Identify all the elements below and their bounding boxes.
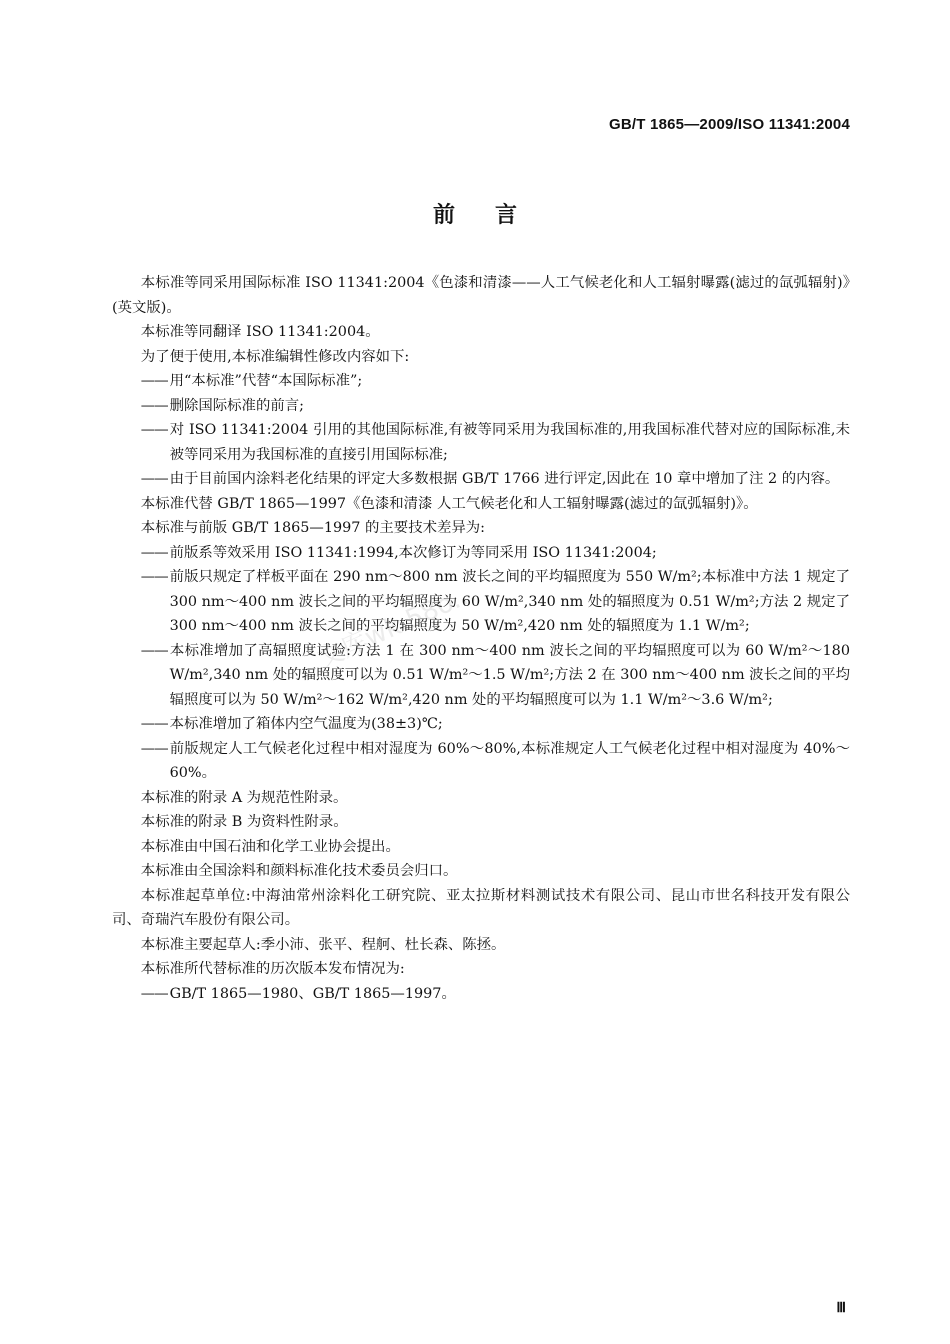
- paragraph: 本标准所代替标准的历次版本发布情况为:: [140, 961, 405, 977]
- dash-list-item: [112, 394, 850, 419]
- paragraph: 本标准代替 GB/T 1865—1997《色漆和清漆 人工气候老化和人工辐射曝露(滤过的氙弧辐射)》。: [140, 495, 758, 512]
- paragraph: 为了便于使用,本标准编辑性修改内容如下:: [140, 348, 410, 365]
- dash-marker: ——: [140, 740, 168, 757]
- dash-marker: ——: [140, 716, 168, 732]
- dash-marker: ——: [140, 373, 168, 389]
- dash-item-text: 本标准增加了箱体内空气温度为(38±3)℃;: [169, 716, 443, 732]
- dash-list-item: [112, 467, 850, 492]
- watermark: 文库wk.58o...: [312, 577, 481, 675]
- dash-item-text: 前版只规定了样板平面在 290 nm～800 nm 波长之间的平均辐照度为 550 W/m²;本标准中方法 1 规定了 300 nm～400 nm 波长之间的平均辐照度为 60 W/m²,340 nm 处的辐照度为 0.51 W/m²;方法 2 规定了 300 nm～400 nm 波长之间的平均辐照度为 50 W/m²,420 nm 处的辐照度为 1.1 W/m²;: [169, 569, 850, 634]
- paragraph: 本标准等同采用国际标准 ISO 11341:2004《色漆和清漆——人工气候老化和人工辐射曝露(滤过的氙弧辐射)》(英文版)。: [112, 275, 850, 316]
- page-title: 前言: [432, 203, 557, 228]
- standard-code-header: GB/T 1865—2009/ISO 11341:2004: [609, 116, 850, 133]
- dash-list-item: [112, 541, 850, 566]
- dash-marker: ——: [140, 471, 168, 487]
- page-number: Ⅲ: [836, 1301, 846, 1316]
- dash-list-item: [112, 737, 850, 786]
- dash-item-text: 前版规定人工气候老化过程中相对湿度为 60%～80%,本标准规定人工气候老化过程中相对湿度为 40%～60%。: [169, 740, 850, 781]
- dash-marker: ——: [140, 544, 168, 561]
- dash-list-item: [112, 565, 850, 639]
- dash-item-text: GB/T 1865—1980、GB/T 1865—1997。: [169, 985, 456, 1002]
- dash-marker: ——: [140, 642, 168, 659]
- dash-item-text: 前版系等效采用 ISO 11341:1994,本次修订为等同采用 ISO 11341:2004;: [169, 544, 657, 561]
- paragraph: 本标准等同翻译 ISO 11341:2004。: [140, 324, 380, 340]
- paragraph: 本标准主要起草人:季小沛、张平、程舸、杜长森、陈拯。: [140, 936, 506, 953]
- paragraph: 本标准起草单位:中海油常州涂料化工研究院、亚太拉斯材料测试技术有限公司、昆山市世名科技开发有限公司、奇瑞汽车股份有限公司。: [112, 887, 850, 928]
- dash-item-text: 本标准增加了高辐照度试验:方法 1 在 300 nm～400 nm 波长之间的平均辐照度可以为 60 W/m²～180 W/m²,340 nm 处的辐照度可以为 0.51 W/m²～1.5 W/m²;方法 2 在 300 nm～400 nm 波长之间的平均辐照度可以为 50 W/m²～162 W/m²,420 nm 处的平均辐照度可以为 1.1 W/m²～3.6 W/m²;: [169, 642, 850, 708]
- foreword-body: [112, 271, 850, 1006]
- paragraph: 本标准的附录 B 为资料性附录。: [140, 814, 348, 830]
- paragraph: 本标准由中国石油和化学工业协会提出。: [140, 838, 400, 855]
- dash-marker: ——: [140, 422, 168, 438]
- dash-marker: ——: [140, 985, 168, 1002]
- dash-item-text: 由于目前国内涂料老化结果的评定大多数根据 GB/T 1766 进行评定,因此在 10 章中增加了注 2 的内容。: [169, 471, 840, 487]
- dash-list-item: [112, 369, 850, 394]
- dash-item-text: 删除国际标准的前言;: [169, 397, 304, 414]
- dash-item-text: 用“本标准”代替“本国际标准”;: [169, 373, 363, 389]
- paragraph: 本标准与前版 GB/T 1865—1997 的主要技术差异为:: [140, 520, 485, 536]
- paragraph: 本标准由全国涂料和颜料标准化技术委员会归口。: [140, 863, 458, 879]
- dash-list-item: [112, 418, 850, 467]
- paragraph: 本标准的附录 A 为规范性附录。: [140, 789, 348, 806]
- dash-item-text: 对 ISO 11341:2004 引用的其他国际标准,有被等同采用为我国标准的,用我国标准代替对应的国际标准,未被等同采用为我国标准的直接引用国际标准;: [169, 422, 850, 463]
- dash-list-item: [112, 639, 850, 713]
- dash-marker: ——: [140, 569, 168, 585]
- dash-list-item: [112, 982, 850, 1007]
- dash-list-item: [112, 712, 850, 737]
- dash-marker: ——: [140, 397, 168, 414]
